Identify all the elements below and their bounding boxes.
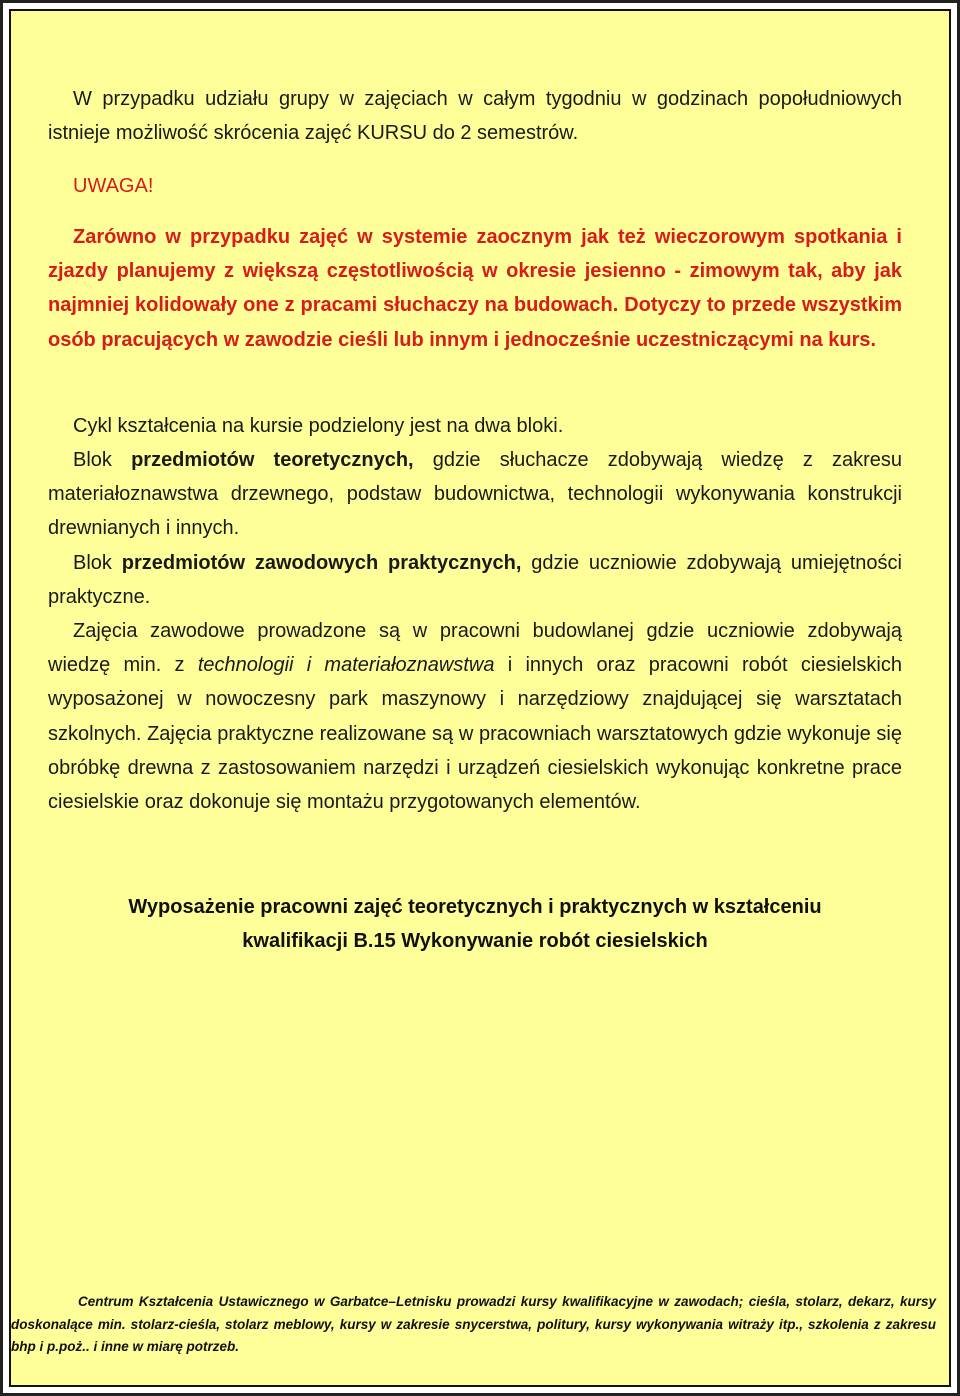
notice-part-2: Dotyczy to przede wszystkim osób pracujących w zawodzie cieśli lub innym i jednocześnie uczestniczącymi na kurs. [48,294,903,351]
warning-label: UWAGA! [73,175,154,197]
classes-paragraph [48,614,902,819]
heading-line-1: Wyposażenie pracowni zajęć teoretycznych i praktycznych w kształceniu [128,896,822,918]
section-heading [48,890,902,958]
cycle-paragraph: Cykl kształcenia na kursie podzielony jest na dwa bloki. [73,415,564,437]
theory-block-paragraph [48,443,902,546]
practice-block-paragraph [48,546,902,614]
footer-note [11,1291,936,1359]
classes-part-1: Zajęcia zawodowe prowadzone są w pracowni budowlanej gdzie uczniowie zdobywają wiedzę min. z [48,620,902,677]
paragraph-intro: W przypadku udziału grupy w zajęciach w całym tygodniu w godzinach popołudniowych istnieje możliwość skrócenia zajęć KURSU do 2 semestrów. [48,88,902,145]
document-body [9,9,951,1387]
theory-rest: gdzie słuchacze zdobywają wiedzę z zakresu materiałoznawstwa drzewnego, podstaw budownictwa, technologii wykonywania konstrukcji drewnianych i innych. [48,449,903,540]
classes-part-2 [293,654,306,676]
classes-italic-1: technologii [197,654,294,677]
practice-prefix: Blok [73,552,122,574]
practice-bold: przedmiotów zawodowych praktycznych, [121,552,522,574]
heading-line-2: kwalifikacji B.15 Wykonywanie robót ciesielskich [242,930,708,952]
theory-bold: przedmiotów teoretycznych, [131,449,414,471]
theory-prefix: Blok [73,449,132,471]
notice-paragraph [48,220,902,357]
practice-rest: gdzie uczniowie zdobywają umiejętności praktyczne. [48,552,902,609]
footer-text: Centrum Kształcenia Ustawicznego w Garbatce–Letnisku prowadzi kursy kwalifikacyjne w zawodach; cieśla, stolarz, dekarz, kursy doskonalące min. stolarz-cieśla, stolarz meblowy, kursy w zakresie snycerstwa, politury, kursy wykonywania witraży itp., szkolenia z zakresu bhp i p.poż.. i inne w miarę potrzeb. [11,1294,936,1354]
classes-italic-2: i materiałoznawstwa [306,654,495,677]
classes-part-3: i innych oraz pracowni robót ciesielskich wyposażonej w nowoczesny park maszynowy i narzędziowy znajdującej się warsztatach szkolnych. Zajęcia praktyczne realizowane są w pracowniach warsztatowych gdzie wykonuje się obróbkę drewna z zastosowaniem narzędzi i urządzeń ciesielskich wykonując konkretne prace ciesielskie oraz dokonuje się montażu przygotowanych elementów. [48,654,902,814]
notice-part-1: Zarówno w przypadku zajęć w systemie zaocznym jak też wieczorowym spotkania i zjazdy planujemy z większą częstotliwością w okresie jesienno - zimowym tak, aby jak najmniej kolidowały one z pracami słuchaczy na budowach. [48,226,902,317]
